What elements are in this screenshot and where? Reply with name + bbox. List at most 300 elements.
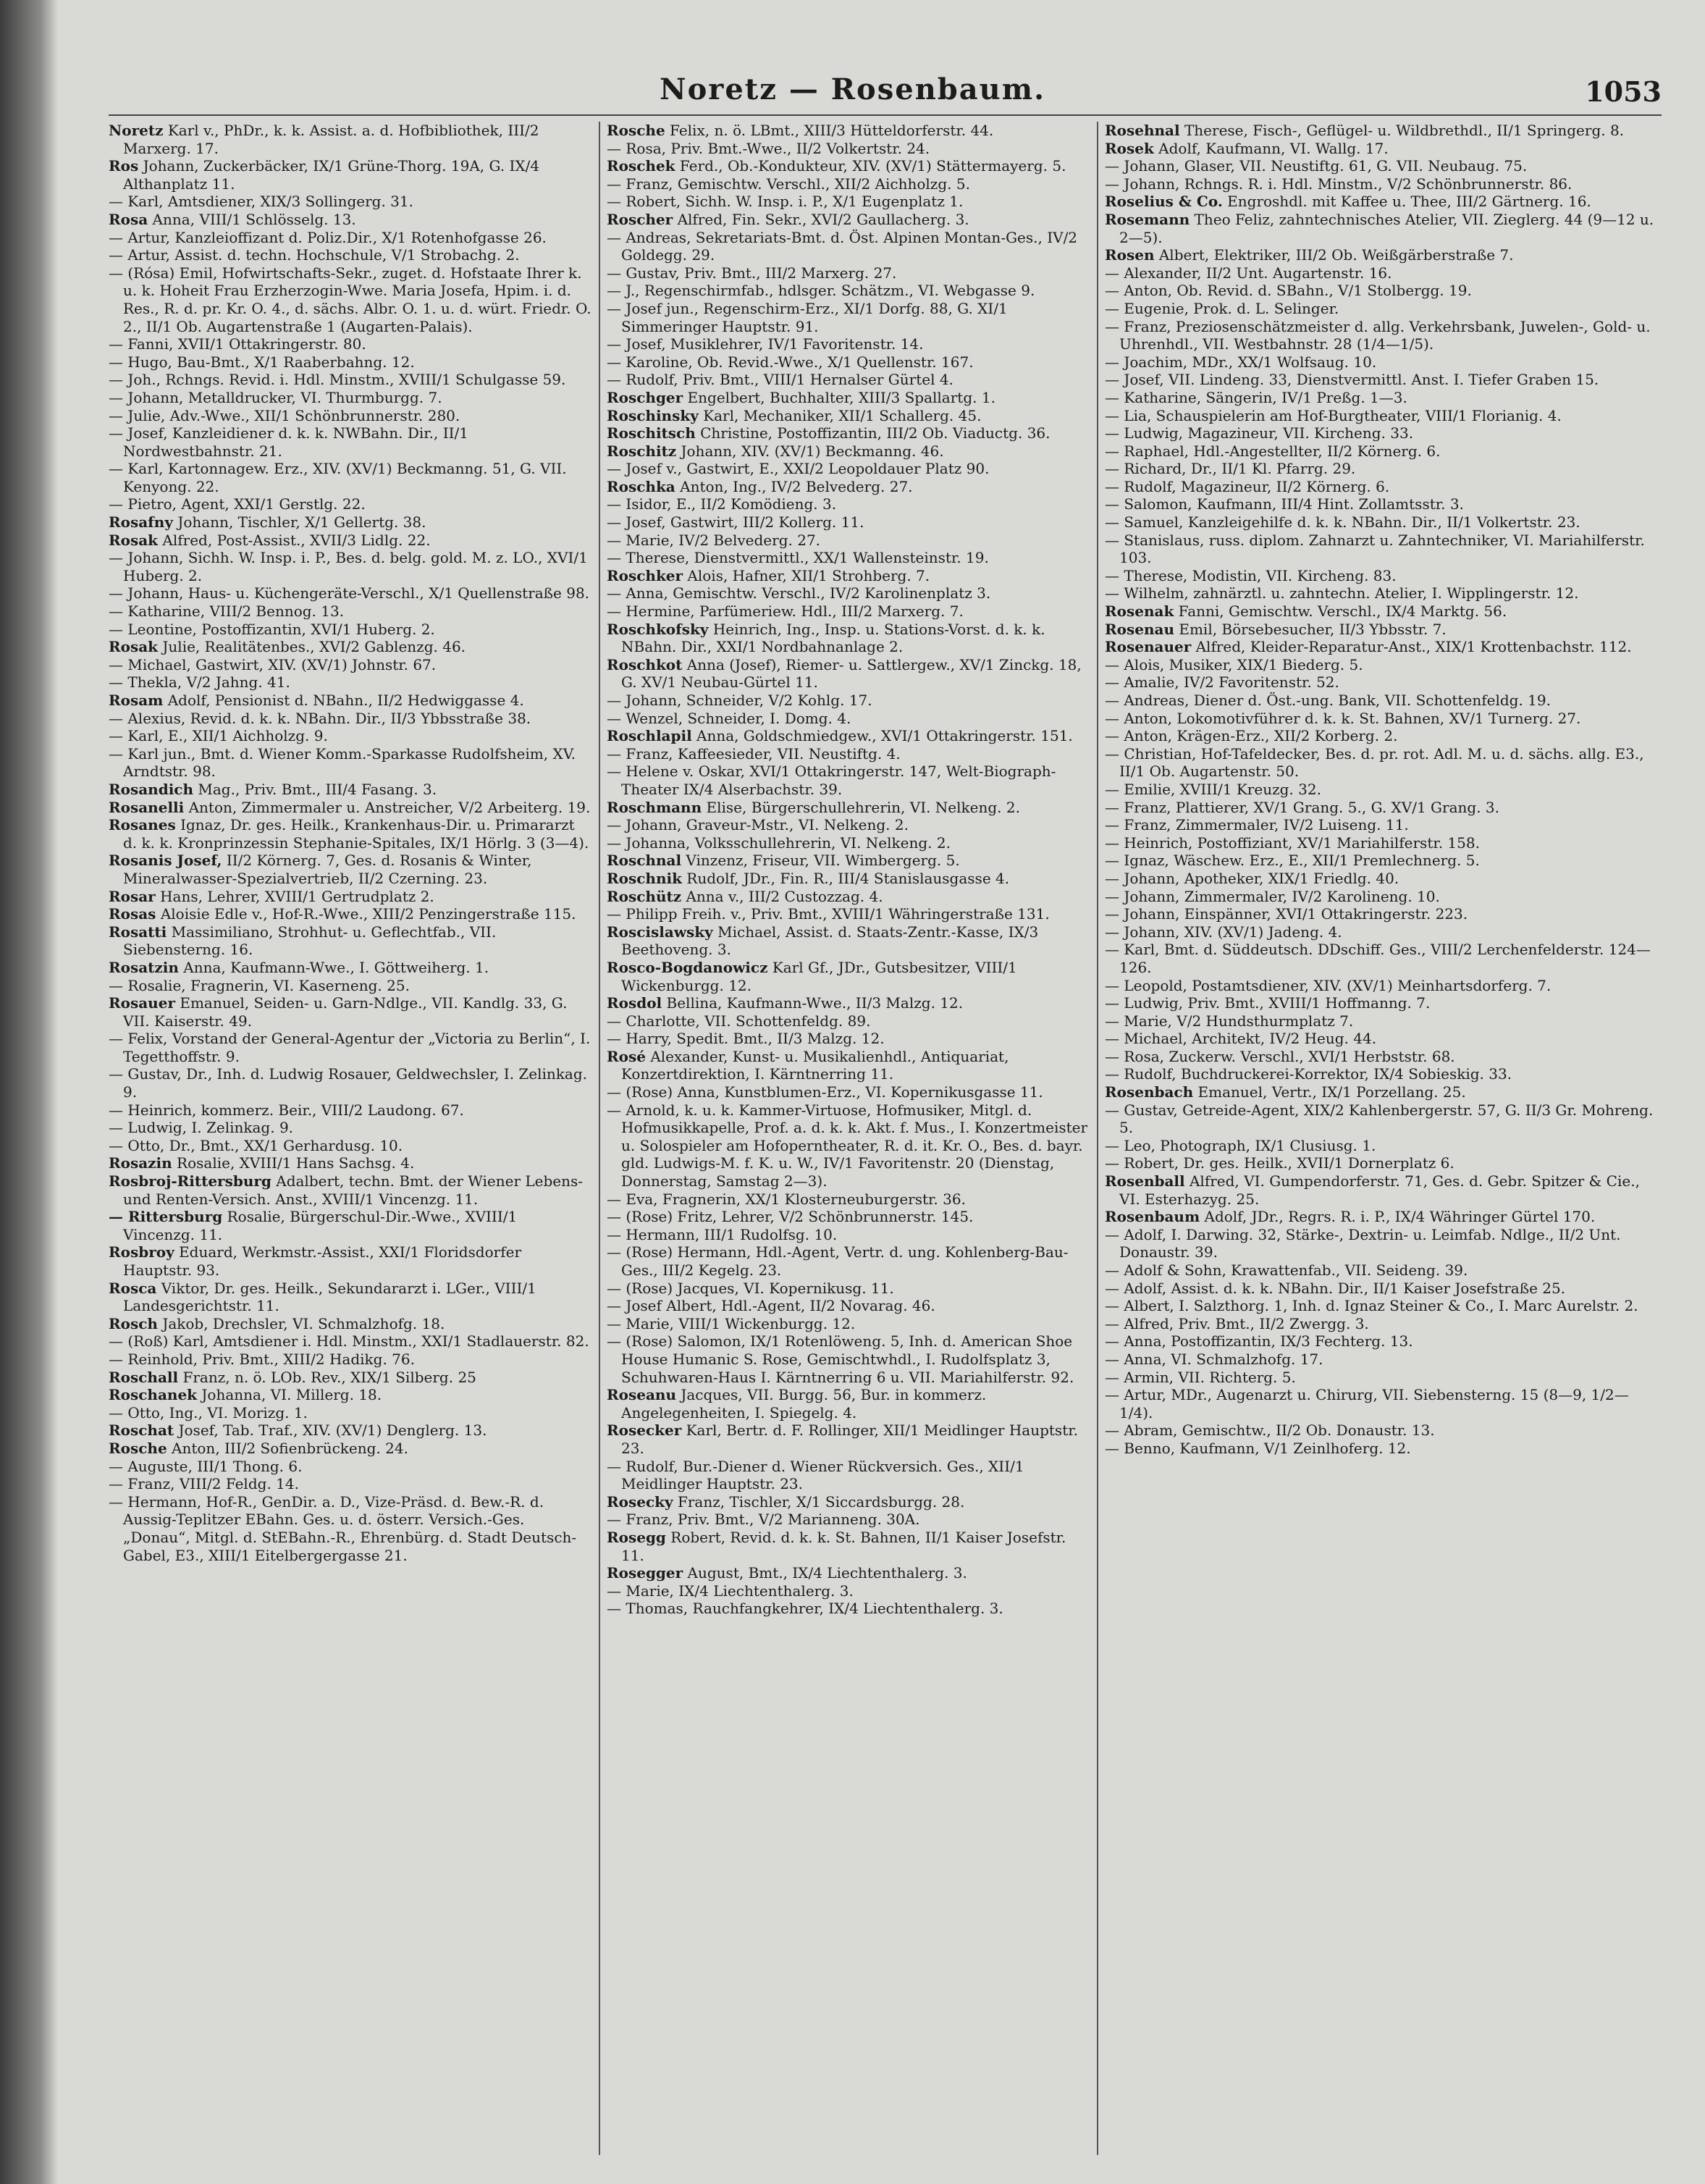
directory-entry: [607, 1083, 1090, 1101]
entry-text: Anna, Kaufmann-Wwe., I. Göttweiherg. 1.: [183, 958, 489, 976]
entry-text: Franz, n. ö. LOb. Rev., XIX/1 Silberg. 25: [182, 1368, 476, 1386]
entry-text: — Joachim, MDr., XX/1 Wolfsaug. 10.: [1105, 353, 1377, 371]
entry-text: — Anna, Postoffizantin, IX/3 Fechterg. 13.: [1105, 1332, 1413, 1351]
entry-text: Johann, Zuckerbäcker, IX/1 Grüne-Thorg. 19A, G. IX/4 Althanplatz 11.: [123, 157, 540, 193]
entry-text: Vinzenz, Friseur, VII. Wimbergerg. 5.: [686, 852, 960, 870]
page-title: Noretz — Rosenbaum.: [660, 72, 1045, 106]
directory-entry: [607, 211, 1090, 229]
entry-name: Roschütz: [607, 887, 682, 905]
directory-entry: [109, 692, 592, 710]
directory-entry: [607, 371, 1090, 389]
entry-name: Rosch: [109, 1314, 158, 1332]
directory-entry: [607, 1529, 1090, 1564]
directory-entry: [607, 1048, 1090, 1083]
scan-edge-shadow: [0, 0, 58, 2184]
directory-entry: [607, 799, 1090, 817]
directory-entry: [607, 1600, 1090, 1618]
directory-entry: [1105, 1369, 1662, 1387]
entry-name: Rosco-Bogdanowicz: [607, 958, 768, 976]
directory-entry: [607, 495, 1090, 513]
entry-text: Engelbert, Buchhalter, XIII/3 Spallartg. 1.: [687, 388, 995, 406]
directory-entry: [607, 122, 1090, 140]
entry-text: II/2 Körnerg. 7, Ges. d. Rosanis & Winter, Mineralwasser-Spezialvertrieb, II/2 Czerning. 23.: [123, 852, 532, 887]
entry-text: — Josef, Kanzleidiener d. k. k. NWBahn. Dir., II/1 Nordwestbahnstr. 21.: [109, 424, 468, 460]
entry-text: — Harry, Spedit. Bmt., II/3 Malzg. 12.: [607, 1030, 885, 1048]
directory-entry: [1105, 1137, 1662, 1155]
directory-entry: [607, 389, 1090, 407]
entry-text: Viktor, Dr. ges. Heilk., Sekundararzt i. LGer., VIII/1 Landesgerichtstr. 11.: [123, 1279, 536, 1315]
directory-entry: [607, 193, 1090, 211]
directory-entry: [607, 656, 1090, 692]
entry-text: — Anton, Krägen-Erz., XII/2 Korberg. 2.: [1105, 727, 1398, 745]
directory-entry: [607, 1421, 1090, 1457]
entry-text: — Abram, Gemischtw., II/2 Ob. Donaustr. 13.: [1105, 1421, 1435, 1440]
entry-text: Adolf, JDr., Regrs. R. i. P., IX/4 Währinger Gürtel 170.: [1204, 1208, 1596, 1226]
directory-entry: [109, 905, 592, 923]
entry-name: Rosek: [1105, 139, 1154, 157]
directory-entry: [607, 549, 1090, 567]
directory-entry: [607, 229, 1090, 264]
directory-entry: [109, 264, 592, 335]
entry-text: Anna v., III/2 Custozzag. 4.: [686, 887, 883, 905]
column-1: [109, 122, 592, 2155]
entry-name: Rosecky: [607, 1492, 673, 1511]
entry-text: Alfred, VI. Gumpendorferstr. 71, Ges. d. Gebr. Spitzer & Cie., VI. Esterhazyg. 25.: [1119, 1172, 1640, 1208]
entry-text: — Ludwig, Magazineur, VII. Kircheng. 33.: [1105, 424, 1414, 442]
entry-text: Jacques, VII. Burgg. 56, Bur. in kommerz. Angelegenheiten, I. Spiegelg. 4.: [621, 1386, 987, 1421]
entry-name: Rosca: [109, 1279, 157, 1297]
directory-entry: [1105, 1030, 1662, 1048]
directory-entry: [109, 1243, 592, 1279]
directory-entry: [1105, 1172, 1662, 1208]
entry-text: — Albert, I. Salzthorg. 1, Inh. d. Ignaz Steiner & Co., I. Marc Aurelstr. 2.: [1105, 1297, 1638, 1315]
entry-text: — Raphael, Hdl.-Angestellter, II/2 Körnerg. 6.: [1105, 442, 1441, 460]
entry-text: — Franz, Plattierer, XV/1 Grang. 5., G. XV/1 Grang. 3.: [1105, 798, 1499, 816]
directory-entry: [1105, 1065, 1662, 1083]
entry-text: — Artur, Kanzleioffizant d. Poliz.Dir., X/1 Rotenhofgasse 26.: [109, 228, 547, 246]
directory-entry: [109, 638, 592, 656]
entry-text: — Alfred, Priv. Bmt., II/2 Zwergg. 3.: [1105, 1314, 1369, 1332]
entry-text: Karl Gf., JDr., Gutsbesitzer, VIII/1 Wickenburgg. 12.: [621, 958, 1017, 994]
directory-entry: [607, 442, 1090, 461]
entry-text: — Auguste, III/1 Thong. 6.: [109, 1457, 303, 1475]
entry-text: — Andreas, Diener d. Öst.-ung. Bank, VII. Schottenfeldg. 19.: [1105, 692, 1551, 709]
directory-entry: [1105, 1351, 1662, 1369]
directory-entry: [109, 246, 592, 264]
directory-entry: [109, 816, 592, 852]
entry-name: Roschat: [109, 1421, 174, 1440]
entry-text: — (Roß) Karl, Amtsdiener i. Hdl. Minstm., XXI/1 Stadlauerstr. 82.: [109, 1332, 589, 1351]
entry-text: Alfred, Post-Assist., XVII/3 Lidlg. 22.: [162, 531, 431, 549]
directory-entry: [109, 602, 592, 621]
directory-entry: [607, 1582, 1090, 1600]
directory-entry: [1105, 300, 1662, 318]
directory-entry: [607, 1297, 1090, 1315]
directory-entry: [109, 727, 592, 745]
entry-text: Karl, Mechaniker, XII/1 Schallerg. 45.: [703, 406, 982, 424]
entry-text: — Therese, Modistin, VII. Kircheng. 83.: [1105, 566, 1397, 584]
entry-text: — Franz, Priv. Bmt., V/2 Marianneng. 30A.: [607, 1511, 920, 1529]
directory-entry: [1105, 1048, 1662, 1066]
entry-name: Roschnik: [607, 869, 682, 887]
entry-text: — Heinrich, kommerz. Beir., VIII/2 Laudong. 67.: [109, 1101, 464, 1119]
entry-text: — Josef jun., Regenschirm-Erz., XI/1 Dorfg. 88, G. XI/1 Simmeringer Hauptstr. 91.: [607, 299, 1008, 335]
directory-entry: [1105, 1315, 1662, 1333]
directory-entry: [607, 1243, 1090, 1279]
entry-text: Ignaz, Dr. ges. Heilk., Krankenhaus-Dir. u. Primararzt d. k. k. Kronprinzessin Stephanie-Spitales, IX/1 Hörlg. 3 (3—4).: [123, 816, 589, 852]
entry-text: — Karl, Kartonnagew. Erz., XIV. (XV/1) Beckmanng. 51, G. VII. Kenyong. 22.: [109, 460, 567, 495]
directory-entry: [607, 1511, 1090, 1529]
entry-text: — Josef v., Gastwirt, E., XXI/2 Leopoldauer Platz 90.: [607, 460, 990, 478]
entry-text: — Pietro, Agent, XXI/1 Gerstlg. 22.: [109, 495, 366, 513]
entry-text: Anna, VIII/1 Schlösselg. 13.: [152, 210, 356, 228]
entry-name: Rosbroj-Rittersburg: [109, 1172, 271, 1190]
directory-entry: [607, 621, 1090, 656]
entry-text: — Thekla, V/2 Jahng. 41.: [109, 673, 290, 692]
directory-entry: [109, 673, 592, 692]
directory-entry: [109, 1137, 592, 1155]
directory-entry: [1105, 122, 1662, 140]
directory-entry: [1105, 353, 1662, 371]
entry-name: Roschanek: [109, 1386, 198, 1404]
directory-entry: [109, 1101, 592, 1120]
entry-text: — Rudolf, Magazineur, II/2 Körnerg. 6.: [1105, 477, 1390, 495]
entry-text: — Anna, VI. Schmalzhofg. 17.: [1105, 1350, 1323, 1368]
entry-text: — Hermann, III/1 Rudolfsg. 10.: [607, 1225, 838, 1243]
directory-entry: [1105, 710, 1662, 728]
directory-entry: [109, 1369, 592, 1387]
directory-entry: [109, 1386, 592, 1404]
entry-text: — (Rósa) Emil, Hofwirtschafts-Sekr., zuget. d. Hofstaate Ihrer k. u. k. Hoheit Frau Erzherzogin-Wwe. Maria Josefa, Hpim. i. d. Res., R. d. pr. Kr. O. 4., d. sächs. Albr. O. 1. u. d. würt. Friedr. O. 2., II/1 Ob. Augartenstraße 1 (Augarten-Palais).: [109, 264, 592, 335]
entry-text: — Stanislaus, russ. diplom. Zahnarzt u. Zahntechniker, VI. Mariahilferstr. 103.: [1105, 531, 1645, 567]
entry-text: — Leontine, Postoffizantin, XVI/1 Huberg. 2.: [109, 620, 435, 638]
entry-text: — Robert, Dr. ges. Heilk., XVII/1 Dornerplatz 6.: [1105, 1154, 1454, 1172]
entry-text: — Franz, Zimmermaler, IV/2 Luiseng. 11.: [1105, 816, 1409, 834]
entry-text: — Robert, Sichh. W. Insp. i. P., X/1 Eugenplatz 1.: [607, 193, 964, 211]
entry-text: — Otto, Ing., VI. Morizg. 1.: [109, 1403, 308, 1421]
directory-entry: [1105, 532, 1662, 567]
directory-entry: [1105, 656, 1662, 674]
directory-entry: [1105, 1208, 1662, 1226]
entry-text: — Johanna, Volksschullehrerin, VI. Nelkeng. 2.: [607, 833, 951, 852]
entry-text: — Marie, IV/2 Belvederg. 27.: [607, 531, 821, 549]
entry-text: Alfred, Fin. Sekr., XVI/2 Gaullacherg. 3.: [677, 210, 969, 228]
directory-entry: [607, 513, 1090, 532]
directory-entry: [1105, 371, 1662, 389]
directory-entry: [607, 335, 1090, 353]
directory-entry: [607, 567, 1090, 585]
directory-entry: [1105, 478, 1662, 496]
entry-text: — Wilhelm, zahnärztl. u. zahntechn. Atelier, I. Wipplingerstr. 12.: [1105, 584, 1579, 602]
entry-text: — Leo, Photograph, IX/1 Clusiusg. 1.: [1105, 1136, 1376, 1154]
entry-text: — Alois, Musiker, XIX/1 Biederg. 5.: [1105, 655, 1363, 673]
entry-text: — Rosalie, Fragnerin, VI. Kaserneng. 25.: [109, 976, 410, 994]
entry-name: Roscher: [607, 210, 673, 228]
entry-name: Rosenak: [1105, 602, 1174, 621]
entry-name: Rosegg: [607, 1528, 666, 1546]
entry-text: Emanuel, Seiden- u. Garn-Ndlge., VII. Kandlg. 33, G. VII. Kaiserstr. 49.: [123, 994, 568, 1030]
entry-text: Elise, Bürgerschullehrerin, VI. Nelkeng. 2.: [706, 798, 1020, 816]
directory-entry: [607, 834, 1090, 852]
entry-text: — Felix, Vorstand der General-Agentur der „Victoria zu Berlin“, I. Tegetthoffstr. 9.: [109, 1030, 591, 1065]
entry-text: — Julie, Adv.-Wwe., XII/1 Schönbrunnerstr. 280.: [109, 406, 460, 424]
directory-entry: [1105, 211, 1662, 246]
entry-text: — Johann, Sichh. W. Insp. i. P., Bes. d. belg. gold. M. z. LO., XVI/1 Huberg. 2.: [109, 549, 588, 584]
directory-entry: [1105, 1154, 1662, 1172]
directory-entry: [607, 959, 1090, 994]
directory-entry: [109, 335, 592, 353]
entry-text: Emanuel, Vertr., IX/1 Porzellang. 25.: [1197, 1083, 1466, 1101]
directory-entry: [109, 1208, 592, 1243]
directory-entry: [109, 1065, 592, 1101]
directory-entry: [1105, 175, 1662, 193]
entry-text: — Karl, Amtsdiener, XIX/3 Sollingerg. 31.: [109, 193, 413, 211]
entry-name: Rosatti: [109, 923, 167, 941]
entry-text: — Rosa, Priv. Bmt.-Wwe., II/2 Volkertstr. 24.: [607, 139, 930, 157]
entry-name: Rosenbach: [1105, 1083, 1194, 1101]
directory-entry: [1105, 264, 1662, 282]
directory-entry: [1105, 905, 1662, 923]
entry-text: Fanni, Gemischtw. Verschl., IX/4 Marktg. 56.: [1178, 602, 1507, 621]
directory-entry: [607, 1190, 1090, 1209]
entry-text: — Wenzel, Schneider, I. Domg. 4.: [607, 709, 851, 727]
directory-entry: [109, 407, 592, 425]
directory-entry: [607, 157, 1090, 175]
directory-entry: [1105, 870, 1662, 888]
entry-text: Johann, Tischler, X/1 Gellertg. 38.: [177, 513, 426, 532]
directory-entry: [607, 460, 1090, 478]
entry-text: — Otto, Dr., Bmt., XX/1 Gerhardusg. 10.: [109, 1136, 403, 1154]
entry-text: Christine, Postoffizantin, III/2 Ob. Viaductg. 36.: [700, 424, 1051, 442]
entry-name: Roschkofsky: [607, 620, 709, 638]
directory-entry: [1105, 318, 1662, 353]
directory-entry: [607, 1332, 1090, 1386]
directory-entry: [1105, 1012, 1662, 1030]
entry-text: — Fanni, XVII/1 Ottakringerstr. 80.: [109, 335, 366, 353]
entry-text: — Johann, Metalldrucker, VI. Thurmburgg. 7.: [109, 388, 442, 406]
directory-entry: [1105, 1386, 1662, 1421]
directory-entry: [109, 1154, 592, 1172]
directory-entry: [1105, 673, 1662, 692]
directory-entry: [109, 994, 592, 1030]
directory-entry: [607, 905, 1090, 923]
entry-name: Noretz: [109, 122, 164, 139]
entry-text: — Eva, Fragnerin, XX/1 Klosterneuburgerstr. 36.: [607, 1190, 966, 1208]
directory-entry: [607, 852, 1090, 870]
entry-text: — Amalie, IV/2 Favoritenstr. 52.: [1105, 673, 1339, 692]
entry-name: Rosanis Josef,: [109, 852, 222, 870]
directory-entry: [1105, 407, 1662, 425]
entry-text: — Johann, Graveur-Mstr., VI. Nelkeng. 2.: [607, 816, 909, 834]
directory-entry: [1105, 888, 1662, 906]
entry-name: Rosemann: [1105, 210, 1190, 228]
entry-text: — Adolf, Assist. d. k. k. NBahn. Dir., II/1 Kaiser Josefstraße 25.: [1105, 1279, 1566, 1297]
entry-name: Rosazin: [109, 1154, 172, 1172]
directory-entry: [1105, 799, 1662, 817]
directory-entry: [109, 1172, 592, 1208]
directory-entry: [1105, 424, 1662, 442]
entry-text: — Philipp Freih. v., Priv. Bmt., XVIII/1 Währingerstraße 131.: [607, 905, 1050, 923]
directory-entry: [109, 371, 592, 389]
entry-text: Anton, Zimmermaler u. Anstreicher, V/2 Arbeiterg. 19.: [188, 798, 591, 816]
entry-text: — Josef, Musiklehrer, IV/1 Favoritenstr. 14.: [607, 335, 924, 353]
directory-entry: [109, 852, 592, 887]
directory-entry: [607, 1315, 1090, 1333]
directory-entry: [109, 389, 592, 407]
directory-entry: [607, 1493, 1090, 1511]
entry-text: — Hugo, Bau-Bmt., X/1 Raaberbahng. 12.: [109, 353, 415, 371]
directory-entry: [607, 727, 1090, 745]
directory-entry: [607, 923, 1090, 959]
directory-entry: [607, 282, 1090, 300]
directory-entry: [1105, 745, 1662, 781]
directory-entry: [109, 229, 592, 247]
entry-text: — Helene v. Oskar, XVI/1 Ottakringerstr. 147, Welt-Biograph-Theater IX/4 Alserbachstr. 39.: [607, 763, 1056, 798]
entry-text: — Rudolf, Buchdruckerei-Korrektor, IX/4 Sobieskig. 33.: [1105, 1065, 1512, 1083]
directory-entry: [109, 1475, 592, 1493]
entry-text: — Samuel, Kanzleigehilfe d. k. k. NBahn. Dir., II/1 Volkertstr. 23.: [1105, 513, 1580, 532]
entry-text: Karl v., PhDr., k. k. Assist. a. d. Hofbibliothek, III/2 Marxerg. 17.: [123, 122, 539, 157]
entry-text: Heinrich, Ing., Insp. u. Stations-Vorst. d. k. k. NBahn. Dir., XXI/1 Nordbahnanlage 2.: [621, 620, 1045, 656]
directory-entry: [607, 1012, 1090, 1030]
directory-entry: [109, 157, 592, 193]
entry-text: Adolf, Kaufmann, VI. Wallg. 17.: [1158, 139, 1389, 157]
entry-text: — Charlotte, VII. Schottenfeldg. 89.: [607, 1012, 871, 1030]
entry-text: — Eugenie, Prok. d. L. Selinger.: [1105, 299, 1339, 317]
entry-text: — Josef, VII. Lindeng. 33, Dienstvermittl. Anst. I. Tiefer Graben 15.: [1105, 371, 1599, 389]
entry-text: Anna, Goldschmiedgew., XVI/1 Ottakringerstr. 151.: [696, 727, 1073, 745]
entry-name: Roschkot: [607, 655, 683, 673]
entry-name: — Rittersburg: [109, 1208, 223, 1226]
entry-text: — Anton, Lokomotivführer d. k. k. St. Bahnen, XV/1 Turnerg. 27.: [1105, 709, 1581, 727]
directory-entry: [109, 424, 592, 460]
entry-text: — Johann, Schneider, V/2 Kohlg. 17.: [607, 692, 872, 709]
directory-entry: [607, 424, 1090, 442]
entry-text: Felix, n. ö. LBmt., XIII/3 Hütteldorferstr. 44.: [670, 122, 994, 139]
directory-entry: [109, 799, 592, 817]
entry-text: — Ludwig, I. Zelinkag. 9.: [109, 1119, 294, 1137]
directory-entry: [607, 478, 1090, 496]
entry-name: Rosar: [109, 887, 156, 905]
entry-text: Mag., Priv. Bmt., III/4 Fasang. 3.: [198, 780, 437, 798]
directory-entry: [607, 994, 1090, 1012]
entry-text: — Franz, Kaffeesieder, VII. Neustiftg. 4.: [607, 744, 901, 763]
page-number: 1053: [1585, 75, 1662, 108]
entry-text: Jakob, Drechsler, VI. Schmalzhofg. 18.: [162, 1314, 445, 1332]
directory-entry: [607, 300, 1090, 335]
entry-text: — (Rose) Fritz, Lehrer, V/2 Schönbrunnerstr. 145.: [607, 1208, 974, 1226]
entry-text: — Johann, Glaser, VII. Neustiftg. 61, G. VII. Neubaug. 75.: [1105, 157, 1528, 175]
column-divider: [1097, 122, 1098, 2155]
entry-text: Johann, XIV. (XV/1) Beckmanng. 46.: [681, 442, 944, 460]
directory-entry: [109, 460, 592, 495]
directory-entry: [109, 656, 592, 674]
directory-entry: [607, 710, 1090, 728]
entry-text: — Rudolf, Priv. Bmt., VIII/1 Hernalser Gürtel 4.: [607, 371, 953, 389]
entry-text: — Heinrich, Postoffiziant, XV/1 Mariahilferstr. 158.: [1105, 833, 1480, 852]
entry-name: Rosenbaum: [1105, 1208, 1200, 1226]
entry-text: — Alexander, II/2 Unt. Augartenstr. 16.: [1105, 264, 1392, 282]
entry-text: — Christian, Hof-Tafeldecker, Bes. d. pr. rot. Adl. M. u. d. sächs. allg. E3., II/1 Ob. Augartenstr. 50.: [1105, 744, 1644, 781]
directory-entry: [607, 816, 1090, 834]
directory-entry: [607, 175, 1090, 193]
entry-text: — J., Regenschirmfab., hdlsger. Schätzm., VI. Webgasse 9.: [607, 282, 1035, 300]
directory-entry: [109, 495, 592, 513]
directory-entry: [1105, 389, 1662, 407]
entry-text: — Karl jun., Bmt. d. Wiener Komm.-Sparkasse Rudolfsheim, XV. Arndtstr. 98.: [109, 744, 576, 781]
entry-text: Hans, Lehrer, XVIII/1 Gertrudplatz 2.: [160, 887, 434, 905]
directory-entry: [109, 532, 592, 550]
directory-entry: [109, 1315, 592, 1333]
entry-text: — Hermann, Hof-R., GenDir. a. D., Vize-Präsd. d. Bew.-R. d. Aussig-Teplitzer EBahn. Ges. u. d. österr. Versich.-Ges. „Donau“, Mitgl. d. StEBahn.-R., Ehrenbürg. d. Stadt Deutsch-Gabel, E3., XIII/1 Eitelbergergasse 21.: [109, 1492, 577, 1564]
directory-entry: [607, 1564, 1090, 1582]
entry-text: August, Bmt., IX/4 Liechtenthalerg. 3.: [687, 1564, 967, 1582]
entry-text: — Michael, Architekt, IV/2 Heug. 44.: [1105, 1030, 1377, 1048]
entry-text: — Michael, Gastwirt, XIV. (XV/1) Johnstr. 67.: [109, 655, 437, 673]
entry-name: Rosé: [607, 1047, 646, 1065]
directory-entry: [109, 122, 592, 157]
directory-entry: [1105, 692, 1662, 710]
directory-entry: [1105, 638, 1662, 656]
entry-name: Rosche: [109, 1439, 167, 1457]
directory-entry: [1105, 1280, 1662, 1298]
entry-text: — Salomon, Kaufmann, III/4 Hint. Zollamtsstr. 3.: [1105, 495, 1464, 513]
directory-entry: [109, 549, 592, 584]
directory-entry: [607, 1101, 1090, 1190]
directory-entry: [607, 745, 1090, 763]
entry-text: — Katharine, Sängerin, IV/1 Preßg. 1—3.: [1105, 388, 1407, 406]
entry-name: Rosenball: [1105, 1172, 1185, 1190]
entry-text: — Benno, Kaufmann, V/1 Zeinlhoferg. 12.: [1105, 1439, 1411, 1457]
entry-text: Michael, Assist. d. Staats-Zentr.-Kasse, IX/3 Beethoveng. 3.: [621, 923, 1039, 959]
entry-text: — Anna, Gemischtw. Verschl., IV/2 Karolinenplatz 3.: [607, 584, 991, 602]
directory-entry: [1105, 584, 1662, 602]
entry-text: Therese, Fisch-, Geflügel- u. Wildbrethdl., II/1 Springerg. 8.: [1184, 122, 1625, 139]
directory-entry: [109, 959, 592, 977]
entry-text: — Emilie, XVIII/1 Kreuzg. 32.: [1105, 780, 1321, 798]
directory-entry: [1105, 1101, 1662, 1137]
entry-text: — Adolf & Sohn, Krawattenfab., VII. Seideng. 39.: [1105, 1261, 1468, 1279]
entry-text: — Marie, V/2 Hundsthurmplatz 7.: [1105, 1012, 1354, 1030]
entry-name: Rosauer: [109, 994, 175, 1012]
directory-entry: [1105, 567, 1662, 585]
directory-entry: [1105, 727, 1662, 745]
directory-entry: [109, 513, 592, 532]
directory-entry: [607, 584, 1090, 602]
directory-entry: [607, 692, 1090, 710]
entry-name: Roschmann: [607, 798, 702, 816]
directory-entry: [1105, 977, 1662, 995]
entry-text: — Karl, E., XII/1 Aichholzg. 9.: [109, 727, 328, 745]
directory-entry: [1105, 1332, 1662, 1351]
directory-entry: [607, 888, 1090, 906]
entry-name: Rosanes: [109, 816, 176, 834]
entry-name: Rosecker: [607, 1421, 682, 1440]
entry-name: Rosa: [109, 210, 148, 228]
entry-text: Rosalie, Bürgerschul-Dir.-Wwe., XVIII/1 Vincenzg. 11.: [123, 1208, 518, 1243]
column-2: [607, 122, 1090, 2155]
directory-entry: [607, 264, 1090, 282]
entry-name: Roscislawsky: [607, 923, 713, 941]
entry-text: — Gustav, Priv. Bmt., III/2 Marxerg. 27.: [607, 264, 897, 282]
directory-entry: [1105, 602, 1662, 621]
entry-text: — Artur, Assist. d. techn. Hochschule, V/1 Strobachg. 2.: [109, 246, 520, 264]
directory-entry: [109, 888, 592, 906]
entry-text: Robert, Revid. d. k. k. St. Bahnen, II/1 Kaiser Josefstr. 11.: [621, 1528, 1066, 1564]
directory-entry: [1105, 994, 1662, 1012]
entry-text: — Johann, Rchngs. R. i. Hdl. Minstm., V/2 Schönbrunnerstr. 86.: [1105, 175, 1573, 193]
directory-entry: [109, 1404, 592, 1422]
